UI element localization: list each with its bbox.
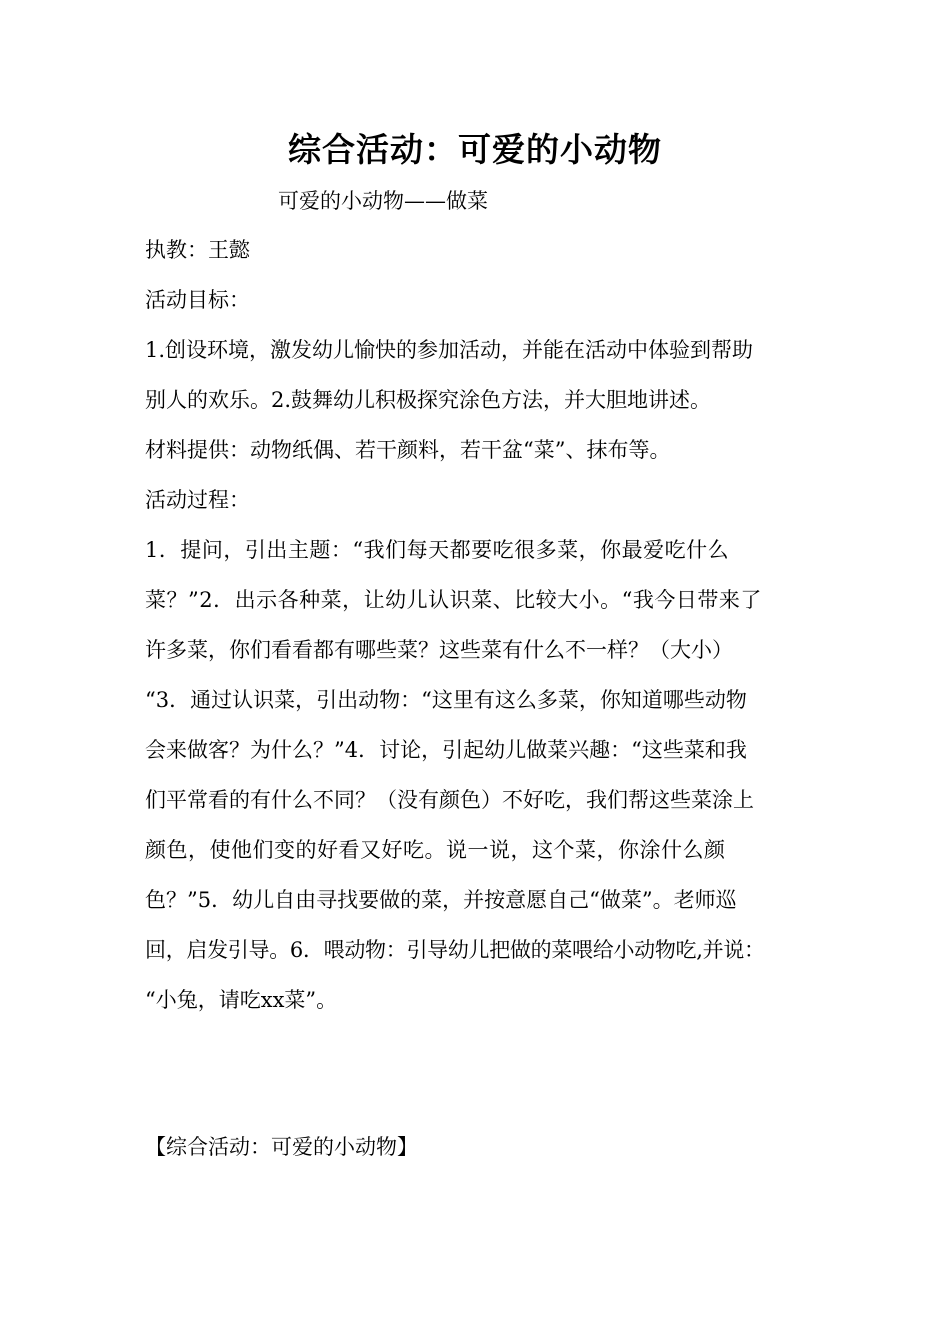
process-line-1: 1．提问，引出主题：“我们每天都要吃很多菜，你最爱吃什么 <box>145 538 730 562</box>
document-title: 综合活动：可爱的小动物 <box>288 130 662 169</box>
process-line-10: “小兔，请吃xx菜”。 <box>145 988 338 1012</box>
process-line-3: 许多菜，你们看看都有哪些菜？这些菜有什么不一样？（大小） <box>145 638 733 662</box>
process-line-2: 菜？”2．出示各种菜，让幼儿认识菜、比较大小。“我今日带来了 <box>145 588 762 612</box>
process-line-7: 颜色，使他们变的好看又好吃。说一说，这个菜，你涂什么颜 <box>145 838 726 862</box>
process-heading: 活动过程： <box>145 488 250 512</box>
goals-line-1: 1.创设环境，激发幼儿愉快的参加活动，并能在活动中体验到帮助 <box>145 338 754 362</box>
document-subtitle: 可爱的小动物——做菜 <box>278 189 488 213</box>
document-footer: 【综合活动：可爱的小动物】 <box>145 1135 418 1159</box>
process-line-4: “3．通过认识菜，引出动物：“这里有这么多菜，你知道哪些动物 <box>145 688 747 712</box>
process-line-8: 色？”5．幼儿自由寻找要做的菜，并按意愿自己“做菜”。老师巡 <box>145 888 737 912</box>
goals-heading: 活动目标： <box>145 288 250 312</box>
process-line-5: 会来做客？为什么？”4．讨论，引起幼儿做菜兴趣：“这些菜和我 <box>145 738 747 762</box>
materials-line: 材料提供：动物纸偶、若干颜料，若干盆“菜”、抹布等。 <box>145 438 671 462</box>
teacher-line: 执教：王懿 <box>145 238 250 262</box>
process-line-9: 回，启发引导。6．喂动物：引导幼儿把做的菜喂给小动物吃,并说： <box>145 938 765 962</box>
goals-line-2: 别人的欢乐。2.鼓舞幼儿积极探究涂色方法，并大胆地讲述。 <box>145 388 712 412</box>
process-line-6: 们平常看的有什么不同？（没有颜色）不好吃，我们帮这些菜涂上 <box>145 788 754 812</box>
